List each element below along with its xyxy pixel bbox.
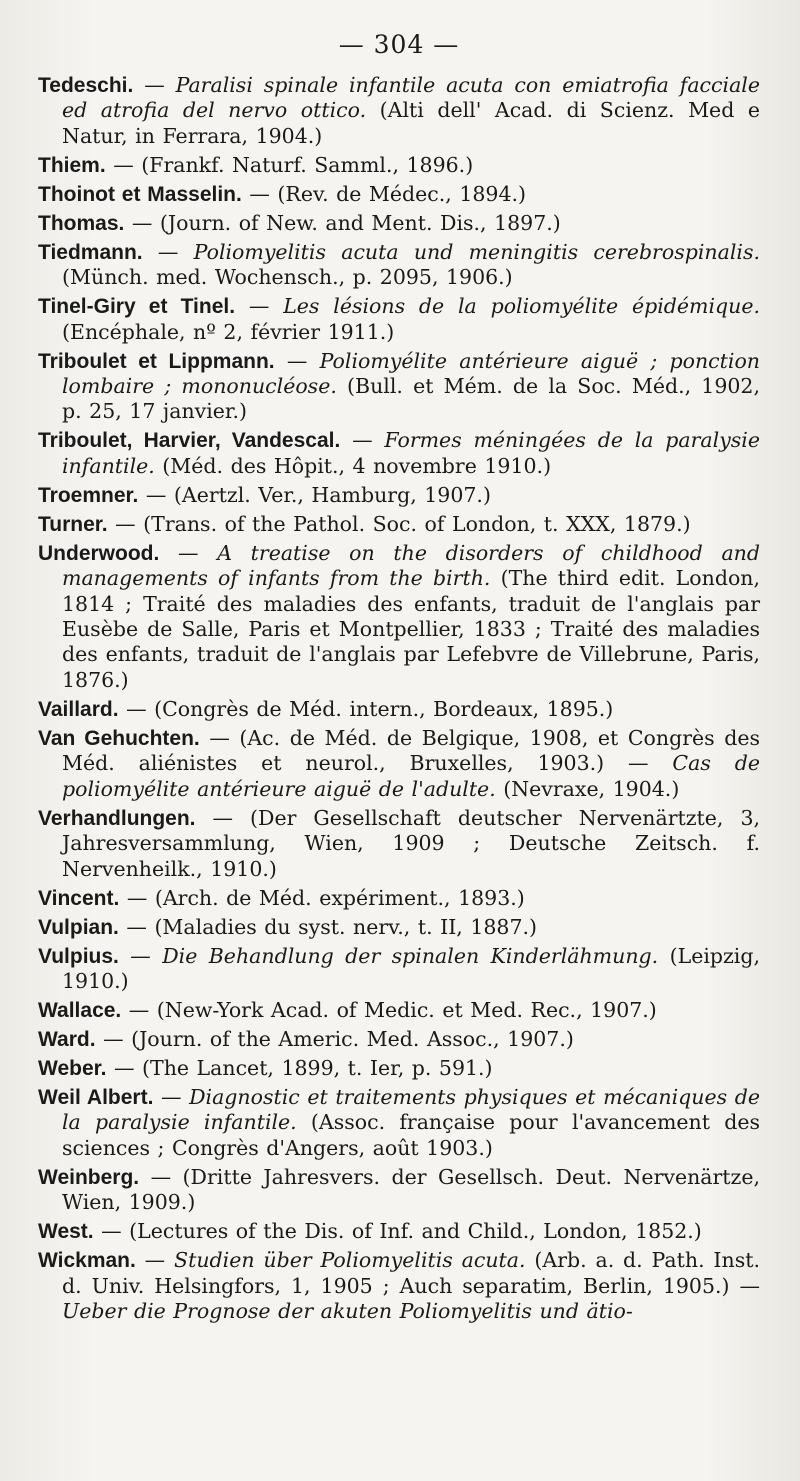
- entry-author: Tiedmann.: [38, 240, 143, 264]
- entry-citation: —: [159, 540, 218, 565]
- entry-author: Ward.: [38, 1027, 96, 1051]
- entry-citation: —: [340, 428, 385, 453]
- bibliography-entry: [38, 294, 760, 345]
- bibliography-entry: [38, 240, 760, 291]
- entry-citation: (Encéphale, nº 2, février 1911.): [62, 319, 395, 344]
- bibliography-entry: [38, 1085, 760, 1161]
- entry-author: Turner.: [38, 512, 108, 536]
- bibliography-entry: [38, 998, 760, 1023]
- entry-citation: — (Frankf. Naturf. Samml., 1896.): [105, 152, 474, 177]
- entry-author: Weil Albert.: [38, 1085, 154, 1109]
- bibliography-entry: [38, 1027, 760, 1052]
- entry-title: Les lésions de la poliomyélite épidémique.: [283, 294, 760, 319]
- entry-citation: —: [274, 348, 320, 373]
- entry-citation: — (Dritte Jahresvers. der Gesellsch. Deut. Nervenärtze, Wien, 1909.): [62, 1164, 760, 1215]
- entry-citation: — (Trans. of the Pathol. Soc. of London, t. XXX, 1879.): [107, 511, 691, 536]
- entry-citation: (Münch. med. Wochensch., p. 2095, 1906.): [62, 265, 513, 290]
- entry-author: Tinel-Giry et Tinel.: [38, 295, 236, 319]
- entry-author: Thomas.: [38, 211, 125, 235]
- bibliography-entry: [38, 915, 760, 940]
- entry-citation: (Leipzig, 1910.): [62, 943, 760, 993]
- bibliography-entry: [38, 483, 760, 508]
- bibliography-entry: [38, 153, 760, 178]
- bibliography-list: [38, 73, 760, 1324]
- entry-author: Van Gehuchten.: [38, 726, 200, 750]
- entry-title: Poliomyelitis acuta und meningitis cerebrospinalis.: [193, 239, 760, 264]
- entry-citation: (Nevraxe, 1904.): [495, 776, 680, 801]
- entry-citation: —: [235, 294, 284, 319]
- entry-author: Tedeschi.: [38, 74, 134, 97]
- bibliography-entry: [38, 1056, 760, 1081]
- entry-title: Die Behandlung der spinalen Kinderlähmung.: [162, 943, 659, 968]
- bibliography-entry: [38, 428, 760, 479]
- entry-author: Wallace.: [38, 998, 122, 1022]
- bibliography-entry: [38, 726, 760, 802]
- entry-citation: — (Aertzl. Ver., Hamburg, 1907.): [138, 482, 491, 507]
- entry-author: Thiem.: [38, 153, 106, 177]
- entry-title: Formes méningées de la paralysie infantile.: [62, 428, 760, 478]
- entry-author: Triboulet et Lippmann.: [38, 349, 275, 373]
- entry-title: Ueber die Prognose der akuten Poliomyelitis und ätio-: [62, 1298, 633, 1323]
- bibliography-entry: [38, 1219, 760, 1244]
- entry-author: Wickman.: [38, 1249, 136, 1273]
- entry-citation: — (Der Gesellschaft deutscher Nervenärtzte, 3, Jahresversammlung, Wien, 1909 ; Deutsche Zeitsch. f. Nervenheilk., 1910.): [62, 805, 760, 881]
- entry-citation: — (Lectures of the Dis. of Inf. and Child., London, 1852.): [93, 1219, 702, 1244]
- entry-citation: —: [142, 239, 194, 264]
- entry-title: Cas de poliomyélite antérieure aiguë de l'adulte.: [62, 751, 760, 801]
- entry-citation: — (Arch. de Méd. expériment., 1893.): [119, 885, 525, 910]
- entry-author: Weinberg.: [38, 1165, 140, 1189]
- entry-author: Vincent.: [38, 886, 120, 910]
- bibliography-entry: [38, 1165, 760, 1216]
- entry-citation: (The third edit. London, 1814 ; Traité des maladies des enfants, traduit de l'anglais par Eusèbe de Salle, Paris et Montpellier, 1833 ; Traité des maladies des enfants, traduit de l'anglais par Lefebvre de Villebrune, Paris, 1876.): [62, 566, 761, 692]
- entry-title: A treatise on the disorders of childhood and managements of infants from the birth.: [62, 540, 760, 591]
- entry-citation: — (Journ. of New. and Ment. Dis., 1897.): [124, 210, 561, 235]
- page-number: — 304 —: [338, 30, 460, 59]
- bibliography-entry: [38, 541, 760, 693]
- entry-author: Underwood.: [38, 541, 160, 565]
- entry-citation: — (Rev. de Médec., 1894.): [241, 181, 527, 206]
- bibliography-entry: [38, 73, 760, 149]
- bibliography-entry: [38, 182, 760, 207]
- entry-title: Paralisi spinale infantile acuta con emiatrofia facciale ed atrofia del nervo ottico.: [62, 73, 760, 123]
- entry-citation: — (Maladies du syst. nerv., t. II, 1887.): [118, 914, 538, 939]
- entry-author: Vulpius.: [38, 944, 119, 968]
- entry-author: Troemner.: [38, 483, 139, 507]
- bibliography-entry: [38, 944, 760, 995]
- entry-citation: —: [135, 1248, 175, 1273]
- entry-author: Weber.: [38, 1056, 107, 1080]
- entry-title: Diagnostic et traitements physiques et mécaniques de la paralysie infantile.: [62, 1084, 760, 1135]
- bibliography-entry: [38, 697, 760, 722]
- entry-citation: (Assoc. française pour l'avancement des sciences ; Congrès d'Angers, août 1903.): [62, 1110, 760, 1160]
- bibliography-entry: [38, 349, 760, 425]
- entry-author: Triboulet, Harvier, Vandescal.: [38, 429, 341, 453]
- entry-author: Vulpian.: [38, 915, 119, 939]
- entry-citation: —: [133, 73, 176, 97]
- bibliography-entry: [38, 886, 760, 911]
- entry-citation: — (Ac. de Méd. de Belgique, 1908, et Congrès des Méd. aliénistes et neurol., Bruxelles, 1903.) —: [62, 725, 760, 776]
- bibliography-entry: [38, 1248, 760, 1324]
- entry-citation: — (New-York Acad. of Medic. et Med. Rec., 1907.): [121, 997, 657, 1022]
- bibliography-entry: [38, 211, 760, 236]
- entry-title: Poliomyélite antérieure aiguë ; ponction lombaire ; mononucléose.: [62, 348, 760, 399]
- entry-citation: —: [153, 1084, 190, 1109]
- entry-title: Studien über Poliomyelitis acuta.: [174, 1248, 526, 1273]
- entry-citation: (Arb. a. d. Path. Inst. d. Univ. Helsingfors, 1, 1905 ; Auch separatim, Berlin, 1905.) —: [62, 1248, 760, 1298]
- entry-author: Vaillard.: [38, 697, 119, 721]
- entry-author: Thoinot et Masselin.: [38, 182, 242, 206]
- entry-author: Verhandlungen.: [38, 806, 196, 830]
- bibliography-entry: [38, 512, 760, 537]
- entry-citation: — (The Lancet, 1899, t. Ier, p. 591.): [106, 1055, 493, 1080]
- entry-citation: — (Congrès de Méd. intern., Bordeaux, 1895.): [118, 696, 614, 721]
- entry-citation: — (Journ. of the Americ. Med. Assoc., 1907.): [95, 1026, 574, 1051]
- entry-citation: —: [118, 943, 163, 968]
- entry-citation: (Alti dell' Acad. di Scienz. Med e Natur, in Ferrara, 1904.): [62, 98, 760, 148]
- entry-citation: (Méd. des Hôpit., 4 novembre 1910.): [154, 453, 552, 478]
- bibliography-entry: [38, 806, 760, 882]
- entry-citation: (Bull. et Mém. de la Soc. Méd., 1902, p. 25, 17 janvier.): [62, 374, 760, 424]
- entry-author: West.: [38, 1220, 94, 1244]
